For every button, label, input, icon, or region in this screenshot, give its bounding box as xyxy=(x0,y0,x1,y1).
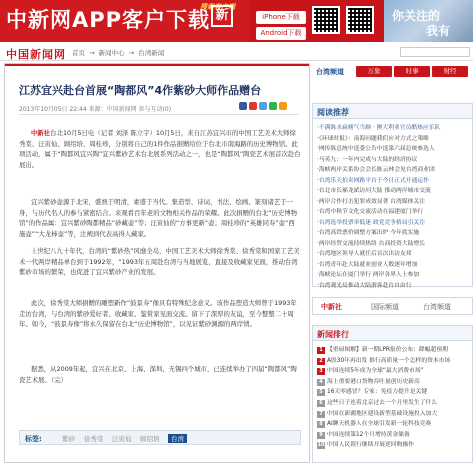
promo-text-2: 我有 xyxy=(426,24,451,38)
list-item[interactable] xyxy=(317,430,470,441)
channel-button[interactable]: 万象 xyxy=(356,66,392,77)
list-item[interactable] xyxy=(317,387,470,398)
news-source: 中新社 xyxy=(31,129,51,137)
list-item[interactable]: ·网传陈总统中选委公告中选第六届总统参选人 xyxy=(317,146,435,152)
recommended-reading-title: 阅读推荐 xyxy=(317,108,349,117)
qq-icon[interactable] xyxy=(259,102,267,110)
list-item-text[interactable]: 中国在新疆地区建设新型基础设施投入加大 xyxy=(327,410,438,417)
banner-tagline: 搜索客户端 xyxy=(200,3,235,11)
rank-number: 1 xyxy=(317,347,325,354)
list-item-text[interactable]: 中国人民银行继续开展逆回购操作 xyxy=(327,442,414,449)
box-header xyxy=(313,326,472,341)
list-item[interactable] xyxy=(317,419,470,430)
list-item[interactable]: ·台北市长郝龙斌访问大陆 推动两岸城市交流 xyxy=(317,188,431,194)
divider xyxy=(19,114,299,115)
ranking-list xyxy=(317,345,470,451)
banner-promo-image[interactable] xyxy=(384,0,473,42)
list-item-text[interactable]: 16天零感冒？专家：免疫力提升是关键 xyxy=(327,389,428,396)
android-download-button[interactable]: Android下载 xyxy=(256,27,306,40)
breadcrumb-home[interactable]: 首页 xyxy=(72,49,85,57)
taiwan-channel-bar xyxy=(312,63,473,79)
box-header xyxy=(313,104,472,119)
article-paragraph: 上世纪八九十年代，台湾的“紫砂热”风靡全岛，中国工艺美术大师徐秀棠、徐秀棠和国家工艺美术一代两岸精品单台到于1992年，“1993年五周赴台湾与当地展览，直接及收藏家见面，推动台湾紫砂市场的繁荣，也促进了宜兴紫砂产业的发展。 xyxy=(19,247,300,277)
breadcrumb-news-center[interactable]: 新闻中心 xyxy=(98,49,125,57)
list-item[interactable]: ·两岸合作打击犯罪成效显著 台湾媒体关注 xyxy=(317,198,426,205)
breadcrumb xyxy=(72,48,166,57)
rank-number: 2 xyxy=(317,358,325,365)
tags-label: 标签: xyxy=(25,435,42,443)
tab-taiwan[interactable]: 台湾频道 xyxy=(423,303,451,311)
article-panel xyxy=(4,63,310,463)
tag-link[interactable]: 汪寅仙 xyxy=(112,435,132,443)
breadcrumb-separator: → xyxy=(89,49,95,57)
rank-number: 6 xyxy=(317,400,325,407)
list-item[interactable] xyxy=(317,409,470,420)
breadcrumb-taiwan-news[interactable]: 台湾新闻 xyxy=(138,49,165,57)
list-item[interactable]: ·马英九：一年内完成与大陆的经济协议 xyxy=(317,156,418,163)
list-item[interactable]: ·两岸经贸交流持续热络 台商投资大陆增长 xyxy=(317,240,426,247)
list-item[interactable]: ·台湾观光局推动大陆游客赴台自由行 xyxy=(317,282,412,289)
tab-chinanews[interactable]: 中新社 xyxy=(321,303,342,311)
channel-tabs xyxy=(312,297,473,315)
rank-number: 10 xyxy=(317,442,325,449)
rank-number: 7 xyxy=(317,411,325,418)
tag-link[interactable]: 徐秀棠 xyxy=(84,435,104,443)
list-item-text[interactable]: A股30年再出发 推行高质量一个怎样的资本市场 xyxy=(327,357,451,364)
rank-number: 4 xyxy=(317,379,325,386)
list-item[interactable]: ·海峡论坛在厦门举行 两岸各界人士参加 xyxy=(317,272,420,278)
article-paragraph: 据悉，从2009年起，宜兴在北京、上海、深圳、无锡四个城市，已连续举办了四届“陶都风”陶瓷艺术展。（完） xyxy=(19,365,297,384)
list-item[interactable] xyxy=(317,377,470,388)
list-item-text[interactable]: 中国连续5年成为全球“最大消费市场” xyxy=(327,368,424,375)
list-item[interactable] xyxy=(317,366,470,377)
list-item[interactable]: ·不满陈水扁赌气当顺 · 澳大利亚官员酷热应乐队 xyxy=(317,125,441,131)
banner-logo-icon: 新 xyxy=(211,5,233,27)
news-ranking-box xyxy=(312,325,473,463)
qr-code-icon xyxy=(312,6,340,34)
search-box[interactable] xyxy=(400,47,470,57)
wechat-icon[interactable] xyxy=(269,102,277,110)
rank-number: 9 xyxy=(317,432,325,439)
article-meta: 2013年10月05日 22:44 来源：中国新闻网 参与互动(0) xyxy=(19,106,172,113)
list-item[interactable] xyxy=(317,345,470,356)
site-header xyxy=(0,43,473,61)
article-paragraph xyxy=(19,128,301,170)
article-title: 江苏宜兴赴台首展“陶都风”4作紫砂大师作品赠台 xyxy=(19,84,262,97)
taiwan-channel-label: 台湾频道 xyxy=(316,68,344,76)
news-ranking-title: 新闻排行 xyxy=(317,330,349,339)
recommended-reading-box xyxy=(312,103,473,287)
channel-button[interactable]: 时事 xyxy=(394,66,430,77)
divider xyxy=(5,64,309,66)
recommended-list xyxy=(317,123,470,291)
list-item[interactable]: ·台湾中秋节文化交流活动在福建厦门举行 xyxy=(317,209,424,215)
list-item[interactable]: ·海峡两岸关系协会会长陈云林会见台湾商业团 xyxy=(317,167,435,173)
tab-international[interactable]: 国际频道 xyxy=(371,303,399,311)
iphone-download-button[interactable]: iPhone下载 xyxy=(256,11,306,24)
sidebar xyxy=(312,63,473,463)
tag-link[interactable]: 顾绍培 xyxy=(140,435,160,443)
list-item[interactable] xyxy=(317,356,470,367)
article-paragraph: 宜兴紫砂壶源于北宋，盛熟于明清，素盛于当代。集造型、诗词、书法、绘画、篆刻诸艺于一身，与历代名人的参与紧密结合。来观看百年老的文物相关作品的荣耀。此次捐赠的台北“历史博物馆”的作品属：宜兴紫砂陶都精品“砂藏壶”等；汪寅仙的“方事更新”壶；周桂珍的“英雄同寿”壶“西施壶”“大龙柿壶”等，注阐到代表高得人藏家。 xyxy=(19,198,298,238)
site-logo[interactable]: 中国新闻网 xyxy=(6,48,66,61)
list-item-text[interactable]: 中国连续第12个月增持黄金储备 xyxy=(327,431,410,438)
list-item[interactable]: ·《环球时报》：南海问题我们应对方式之策略 xyxy=(317,135,429,142)
channel-button[interactable]: 财经 xyxy=(432,66,468,77)
tag-bar xyxy=(19,430,301,445)
qr-code-icon xyxy=(346,6,374,34)
article-paragraph: 此次，徐秀棠大师捐赠的雕塑新作“鼓景寿”像具有特殊纪念意义。该作品塑造大师曾于1993年走访台湾，与台湾的紫砂爱好者、收藏家、鉴赏家见面交流。留下了深厚的友谊，至今整整二十周年。如今，“鼓景寿像”将永久保留在台北“历史博物馆”，以见证紫砂渊源的两岸情。 xyxy=(19,299,297,329)
list-item-text[interactable]: 【重磅图解】新一期LPR报价公布：降幅超预期 xyxy=(327,347,448,353)
weibo-icon[interactable] xyxy=(249,102,257,110)
tag-link[interactable]: 紫砂 xyxy=(62,435,75,443)
app-download-banner[interactable] xyxy=(0,0,473,42)
paragraph-text: 台北10月5日电（记者 刘泽 陈立宇）10月5日，来自江苏宜兴市的中国工艺美术大师徐秀棠、汪寅仙、顾绍培、周桂珍，分别将自己的1件作品捐赠给位于台北市南海路的历史博物馆。此项活动，属于“陶都风宜兴陶”宜兴紫砂艺术台北展系列活动之一，也是“陶都风”陶瓷艺术展首次赴台展出。 xyxy=(19,129,301,169)
more-icon[interactable] xyxy=(279,102,287,110)
list-item[interactable]: ·台湾高铁票价调整方案出炉 今年底实施 xyxy=(317,230,420,236)
tag-link[interactable]: 台湾 xyxy=(168,434,187,443)
list-item[interactable] xyxy=(317,440,470,451)
rank-number: 8 xyxy=(317,421,325,428)
list-item-text[interactable]: 海上重要港口货物吞吐量创历史新高 xyxy=(327,378,420,385)
promo-text-1: 你关注的 xyxy=(392,9,441,23)
list-item[interactable]: ·台湾乐天拍卖网路平台于今日正式开通运作 xyxy=(317,177,429,184)
banner-title: 中新网APP客户下载 xyxy=(6,8,211,32)
rank-number: 3 xyxy=(317,368,325,375)
list-item[interactable]: ·台湾选举投票率低迷 政党竞争格局引关注 xyxy=(317,219,426,226)
list-item[interactable] xyxy=(317,398,470,409)
list-item-text[interactable]: 这些日子连着北京过去一个月里发生了什么 xyxy=(327,399,438,406)
list-item-text[interactable]: AI聊天机器人在全球引发新一轮科技竞赛 xyxy=(327,421,432,428)
share-icon[interactable] xyxy=(239,102,247,110)
breadcrumb-separator: → xyxy=(128,49,135,57)
share-buttons[interactable] xyxy=(237,102,297,111)
list-item[interactable]: ·台湾青年赴大陆就业创业人数逐年增加 xyxy=(317,261,418,268)
list-item[interactable]: ·台湾地区领导人就任后首次出访友邦 xyxy=(317,251,412,257)
rank-number: 5 xyxy=(317,389,325,396)
